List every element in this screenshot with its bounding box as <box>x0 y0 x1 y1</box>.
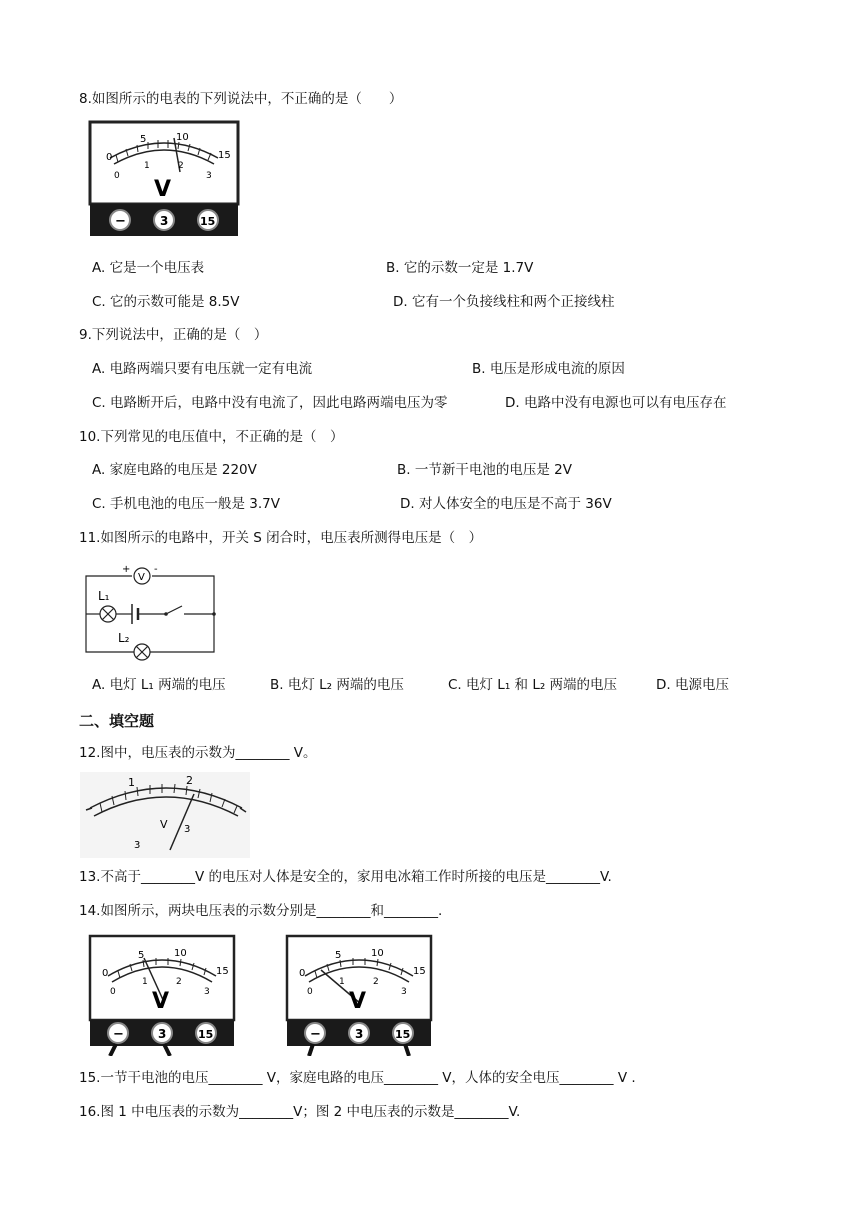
q11-plus-sign: + <box>122 564 131 575</box>
q11-meter-symbol: V <box>138 572 145 583</box>
voltmeter-scale-figure-q12 <box>80 772 250 858</box>
section-heading-fill-in: 二、填空题 <box>79 712 155 730</box>
q14-right-terminal-minus: − <box>310 1027 321 1042</box>
q14-left-scale-top-15: 15 <box>216 966 229 977</box>
q9-option-d: D. 电路中没有电源也可以有电压存在 <box>505 395 727 411</box>
q8-terminal-minus: − <box>115 214 126 229</box>
q9-option-a: A. 电路两端只要有电压就一定有电流 <box>92 361 313 377</box>
q11-option-c: C. 电灯 L₁ 和 L₂ 两端的电压 <box>448 677 618 693</box>
q8-scale-bottom-3: 3 <box>206 171 212 181</box>
q9-option-b: B. 电压是形成电流的原因 <box>472 361 625 377</box>
q14-left-scale-bottom-0: 0 <box>110 987 116 997</box>
q10-option-c: C. 手机电池的电压一般是 3.7V <box>92 496 281 512</box>
q12-bottom-mark-left: 3 <box>134 840 141 851</box>
q14-left-scale-top-10: 10 <box>174 948 187 959</box>
q8-terminal-15: 15 <box>200 215 216 228</box>
question-11-stem: 11.如图所示的电路中，开关 S 闭合时，电压表所测得电压是（ ） <box>79 530 483 546</box>
q14-left-scale-top-5: 5 <box>138 950 145 961</box>
q8-scale-top-0: 0 <box>106 152 113 163</box>
q14-right-scale-bottom-0: 0 <box>307 987 313 997</box>
q14-left-terminal-3: 3 <box>158 1027 167 1041</box>
q8-scale-bottom-2: 2 <box>178 161 184 171</box>
q14-right-scale-bottom-3: 3 <box>401 987 407 997</box>
q8-scale-top-5: 5 <box>140 134 147 145</box>
q9-option-c: C. 电路断开后，电路中没有电流了，因此电路两端电压为零 <box>92 395 448 411</box>
q14-left-terminal-minus: − <box>113 1027 124 1042</box>
q14-right-scale-top-10: 10 <box>371 948 384 959</box>
q10-option-b: B. 一节新干电池的电压是 2V <box>397 462 572 478</box>
q14-right-scale-bottom-1: 1 <box>339 977 345 987</box>
q14-left-terminal-15: 15 <box>198 1028 214 1041</box>
q14-left-scale-top-0: 0 <box>102 968 109 979</box>
q14-right-scale-top-15: 15 <box>413 966 426 977</box>
q11-option-a: A. 电灯 L₁ 两端的电压 <box>92 677 226 693</box>
q11-lamp-l2-label: L₂ <box>118 631 130 645</box>
circuit-diagram-q11 <box>80 562 220 662</box>
q8-scale-bottom-0: 0 <box>114 171 120 181</box>
question-15-stem: 15.一节干电池的电压________ V，家庭电路的电压________ V，人体的安全电压________ V . <box>79 1070 636 1086</box>
q8-option-b: B. 它的示数一定是 1.7V <box>386 260 534 276</box>
q14-left-scale-bottom-1: 1 <box>142 977 148 987</box>
voltmeter-figure-q14-right <box>285 934 433 1056</box>
q8-terminal-3: 3 <box>160 214 169 228</box>
question-10-stem: 10.下列常见的电压值中，不正确的是（ ） <box>79 429 344 445</box>
q8-meter-symbol: V <box>154 177 172 202</box>
q8-scale-bottom-1: 1 <box>144 161 150 171</box>
question-9-stem: 9.下列说法中，正确的是（ ） <box>79 327 268 343</box>
q14-left-meter-symbol: V <box>152 989 170 1014</box>
q14-right-meter-symbol: V <box>349 989 367 1014</box>
q14-right-scale-top-5: 5 <box>335 950 342 961</box>
q8-scale-top-15: 15 <box>218 150 231 161</box>
question-14-stem: 14.如图所示，两块电压表的示数分别是________和________. <box>79 903 443 919</box>
q14-right-terminal-15: 15 <box>395 1028 411 1041</box>
question-12-stem: 12.图中，电压表的示数为________ V。 <box>79 745 317 761</box>
question-13-stem: 13.不高于________V 的电压对人体是安全的，家用电冰箱工作时所接的电压是________V. <box>79 869 612 885</box>
q12-scale-1: 1 <box>128 776 135 789</box>
q10-option-d: D. 对人体安全的电压是不高于 36V <box>400 496 612 512</box>
q8-option-d: D. 它有一个负接线柱和两个正接线柱 <box>393 294 615 310</box>
q8-scale-top-10: 10 <box>176 132 189 143</box>
voltmeter-figure-q14-left <box>88 934 236 1056</box>
q12-scale-2: 2 <box>186 774 193 787</box>
q8-option-a: A. 它是一个电压表 <box>92 260 205 276</box>
q14-right-scale-top-0: 0 <box>299 968 306 979</box>
q11-minus-sign: - <box>154 564 158 575</box>
q11-option-b: B. 电灯 L₂ 两端的电压 <box>270 677 404 693</box>
q10-option-a: A. 家庭电路的电压是 220V <box>92 462 257 478</box>
q14-left-scale-bottom-2: 2 <box>176 977 182 987</box>
q11-option-d: D. 电源电压 <box>656 677 729 693</box>
q14-right-scale-bottom-2: 2 <box>373 977 379 987</box>
question-8-stem: 8.如图所示的电表的下列说法中，不正确的是（ ） <box>79 91 403 107</box>
question-16-stem: 16.图 1 中电压表的示数为________V；图 2 中电压表的示数是________V. <box>79 1104 521 1120</box>
voltmeter-figure-q8 <box>88 120 240 240</box>
q14-right-terminal-3: 3 <box>355 1027 364 1041</box>
q14-left-scale-bottom-3: 3 <box>204 987 210 997</box>
q11-lamp-l1-label: L₁ <box>98 589 110 603</box>
q8-option-c: C. 它的示数可能是 8.5V <box>92 294 240 310</box>
q12-meter-symbol: V <box>160 818 168 831</box>
q12-bottom-mark-right: 3 <box>184 824 191 835</box>
